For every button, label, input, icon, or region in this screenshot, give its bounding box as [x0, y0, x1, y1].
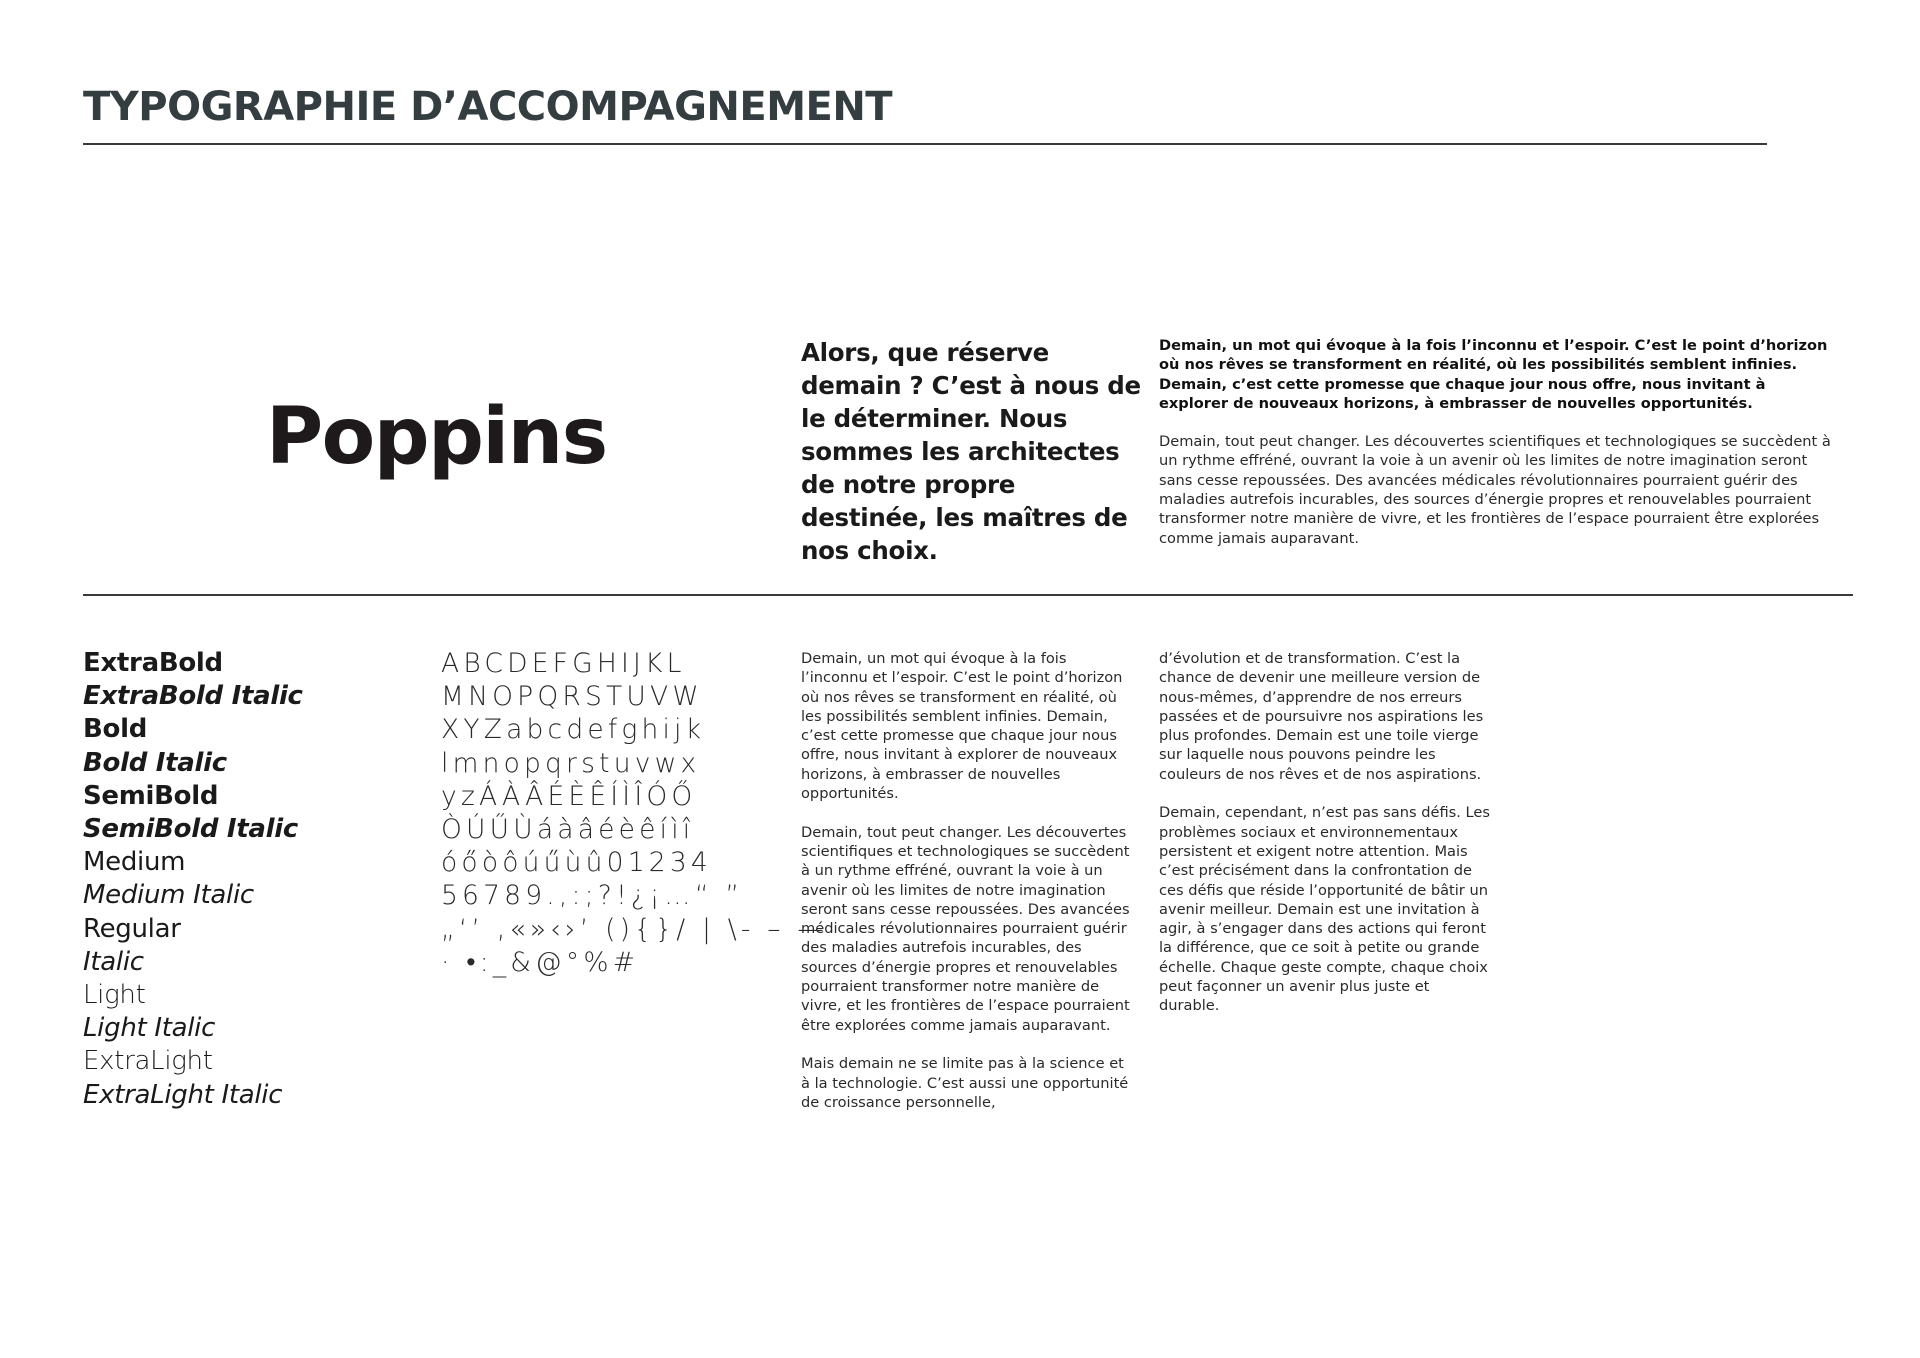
glyph-line: 56789.,:;?!¿¡…“ ”: [441, 880, 744, 912]
body-paragraph: Mais demain ne se limite pas à la science et à la technologie. C’est aussi une opportunité de croissance personnelle,: [801, 1055, 1129, 1111]
weight-semibold: SemiBold: [83, 780, 219, 811]
glyph-set: [441, 647, 829, 979]
weight-bold: Bold: [83, 714, 148, 745]
weight-extrabold-italic: ExtraBold Italic: [83, 681, 303, 712]
weight-light-italic: Light Italic: [83, 1013, 216, 1044]
body-paragraph: Demain, tout peut changer. Les découvertes scientifiques et technologiques se succèdent à un rythme effréné, ouvrant la voie à un avenir où les limites de notre imagination seront sans cesse repoussées. Des avancées médicales révolutionnaires pourraient guérir des maladies autrefois incurables, des sources d’énergie propres et renouvelables pourraient transformer notre manière de vivre, et les frontières de l’espace pourraient être explorées comme jamais auparavant.: [801, 823, 1130, 1034]
lead-quote: Alors, que réserve demain ? C’est à nous de le déterminer. Nous sommes les architectes de notre propre destinée, les maîtres de nos choix.: [801, 338, 1141, 565]
intro-regular-paragraph: Demain, tout peut changer. Les découvertes scientifiques et technologiques se succèdent à un rythme effréné, ouvrant la voie à un avenir où les limites de notre imagination seront sans cesse repoussées. Des avancées médicales révolutionnaires pourraient guérir des maladies autrefois incurables, des sources d’énergie propres et renouvelables pourraient transformer notre manière de vivre, et les frontières de l’espace pourraient être explorées comme jamais auparavant.: [1159, 433, 1831, 547]
weight-extralight-italic: ExtraLight Italic: [83, 1079, 283, 1110]
glyph-line: · •:_&@°%#: [441, 946, 640, 978]
body-column-1: [801, 649, 1136, 1131]
body-paragraph: Demain, cependant, n’est pas sans défis. Les problèmes sociaux et environnementaux persistent et exigent notre attention. Mais c’est précisément dans la confrontation de ces défis que réside l’opportunité de bâtir un avenir meilleur. Demain est une invitation à agir, à s’engager dans des actions qui feront la différence, que ce soit à petite ou grande échelle. Chaque geste compte, chaque choix peut façonner un avenir plus juste et durable.: [1159, 804, 1490, 1015]
glyph-line: lmnopqrstuvwx: [441, 747, 701, 779]
weight-extralight: ExtraLight: [83, 1046, 213, 1077]
weight-semibold-italic: SemiBold Italic: [83, 814, 299, 845]
glyph-line: MNOPQRSTUVW: [441, 681, 703, 713]
page-title: TYPOGRAPHIE D’ACCOMPAGNEMENT: [83, 84, 893, 130]
section-divider: [83, 594, 1853, 596]
weight-light: Light: [83, 980, 146, 1011]
weight-italic: Italic: [83, 946, 144, 977]
weight-list: [83, 647, 413, 1112]
weight-extrabold: ExtraBold: [83, 648, 223, 678]
glyph-line: „‘’ ‚«»‹›’ (){}/ | \- – —: [441, 913, 829, 945]
body-paragraph: Demain, un mot qui évoque à la fois l’inconnu et l’espoir. C’est le point d’horizon où nos rêves se transforment en réalité, où les possibilités semblent infinies. Demain, c’est cette promesse que chaque jour nous offre, nous invitant à explorer de nouveaux horizons, à embrasser de nouvelles opportunités.: [801, 650, 1123, 803]
glyph-line: XYZabcdefghijk: [441, 714, 706, 746]
glyph-line: ABCDEFGHIJKL: [441, 648, 686, 679]
intro-text: [1159, 336, 1839, 567]
weight-regular: Regular: [83, 913, 181, 944]
glyph-line: ÒÚŰÙáàâéèêíìî: [441, 814, 695, 846]
glyph-line: yzÁÀÂÉÈÊÍÌÎÓŐ: [441, 780, 697, 812]
header-divider: [83, 143, 1767, 145]
weight-bold-italic: Bold Italic: [83, 747, 227, 778]
glyph-line: óőòôúűùû01234: [441, 847, 712, 879]
body-column-2: [1159, 649, 1494, 1035]
weight-medium-italic: Medium Italic: [83, 880, 254, 911]
weight-medium: Medium: [83, 847, 186, 878]
intro-bold-paragraph: Demain, un mot qui évoque à la fois l’inconnu et l’espoir. C’est le point d’horizon où nos rêves se transforment en réalité, où les possibilités semblent infinies. Demain, c’est cette promesse que chaque jour nous offre, nous invitant à explorer de nouveaux horizons, à embrasser de nouvelles opportunités.: [1159, 337, 1828, 412]
body-paragraph: d’évolution et de transformation. C’est la chance de devenir une meilleure version de nous-mêmes, d’apprendre de nos erreurs passées et de poursuivre nos aspirations les plus profondes. Demain est une toile vierge sur laquelle nous pouvons peindre les couleurs de nos rêves et de nos aspirations.: [1159, 650, 1484, 783]
font-name: Poppins: [266, 392, 607, 482]
